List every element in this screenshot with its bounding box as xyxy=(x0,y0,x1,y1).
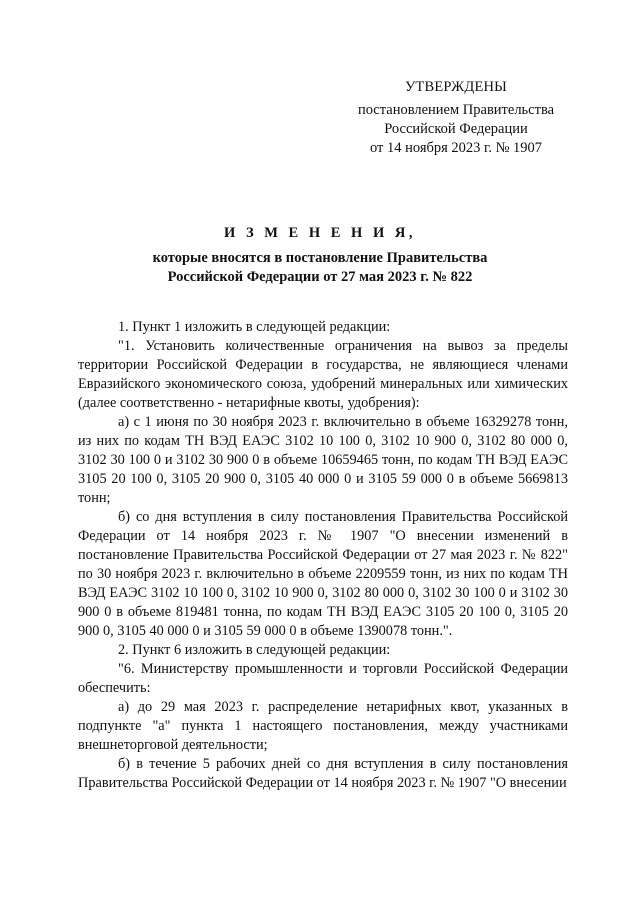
document-body xyxy=(78,318,568,793)
paragraph: 1. Пункт 1 изложить в следующей редакции: xyxy=(118,319,391,335)
document-subtitle: Российской Федерации от 27 мая 2023 г. № 822 xyxy=(167,269,473,285)
paragraph: "1. Установить количественные ограничения на вывоз за пределы территории Российской Федерации в государства, не являющиеся членами Евразийского экономического союза, удобрений минеральных или химических (далее соответственно - нетарифные квоты, удобрения): xyxy=(78,338,568,411)
approval-line: от 14 ноября 2023 г. № 1907 xyxy=(369,140,543,156)
document-subtitle: которые вносятся в постановление Правительства xyxy=(152,250,488,266)
approval-line: Российской Федерации xyxy=(384,121,528,137)
paragraph: б) в течение 5 рабочих дней со дня вступления в силу постановления Правительства Российской Федерации от 14 ноября 2023 г. № 1907 "О внесении xyxy=(78,756,568,791)
document-title: И З М Е Н Е Н И Я, xyxy=(224,225,416,241)
approval-heading: УТВЕРЖДЕНЫ xyxy=(404,79,508,95)
document-title-block xyxy=(70,224,570,287)
approval-stamp xyxy=(340,78,572,158)
paragraph: а) с 1 июня по 30 ноября 2023 г. включительно в объеме 16329278 тонн, из них по кодам ТН ВЭД ЕАЭС 3102 10 100 0, 3102 10 900 0, 3102 80 000 0, 3102 30 100 0 и 3102 30 900 0 в объеме 10659465 тонн, по кодам ТН ВЭД ЕАЭС 3105 20 100 0, 3105 20 900 0, 3105 40 000 0 и 3105 59 000 0 в объеме 5669813 тонн; xyxy=(78,414,568,506)
paragraph: "6. Министерству промышленности и торговли Российской Федерации обеспечить: xyxy=(78,661,568,696)
paragraph: а) до 29 мая 2023 г. распределение нетарифных квот, указанных в подпункте "а" пункта 1 настоящего постановления, между участниками внешнеторговой деятельности; xyxy=(78,699,568,753)
paragraph: 2. Пункт 6 изложить в следующей редакции: xyxy=(118,642,391,658)
approval-line: постановлением Правительства xyxy=(357,102,555,118)
paragraph: б) со дня вступления в силу постановления Правительства Российской Федерации от 14 ноября 2023 г. № 1907 "О внесении изменений в постановление Правительства Российской Федерации от 27 мая 2023 г. № 822" по 30 ноября 2023 г. включительно в объеме 2209559 тонн, из них по кодам ТН ВЭД ЕАЭС 3102 10 100 0, 3102 10 900 0, 3102 80 000 0, 3102 30 100 0 и 3102 30 900 0 в объеме 819481 тонна, по кодам ТН ВЭД ЕАЭС 3105 20 100 0, 3105 20 900 0, 3105 40 000 0 и 3105 59 000 0 в объеме 1390078 тонн.". xyxy=(78,509,568,639)
